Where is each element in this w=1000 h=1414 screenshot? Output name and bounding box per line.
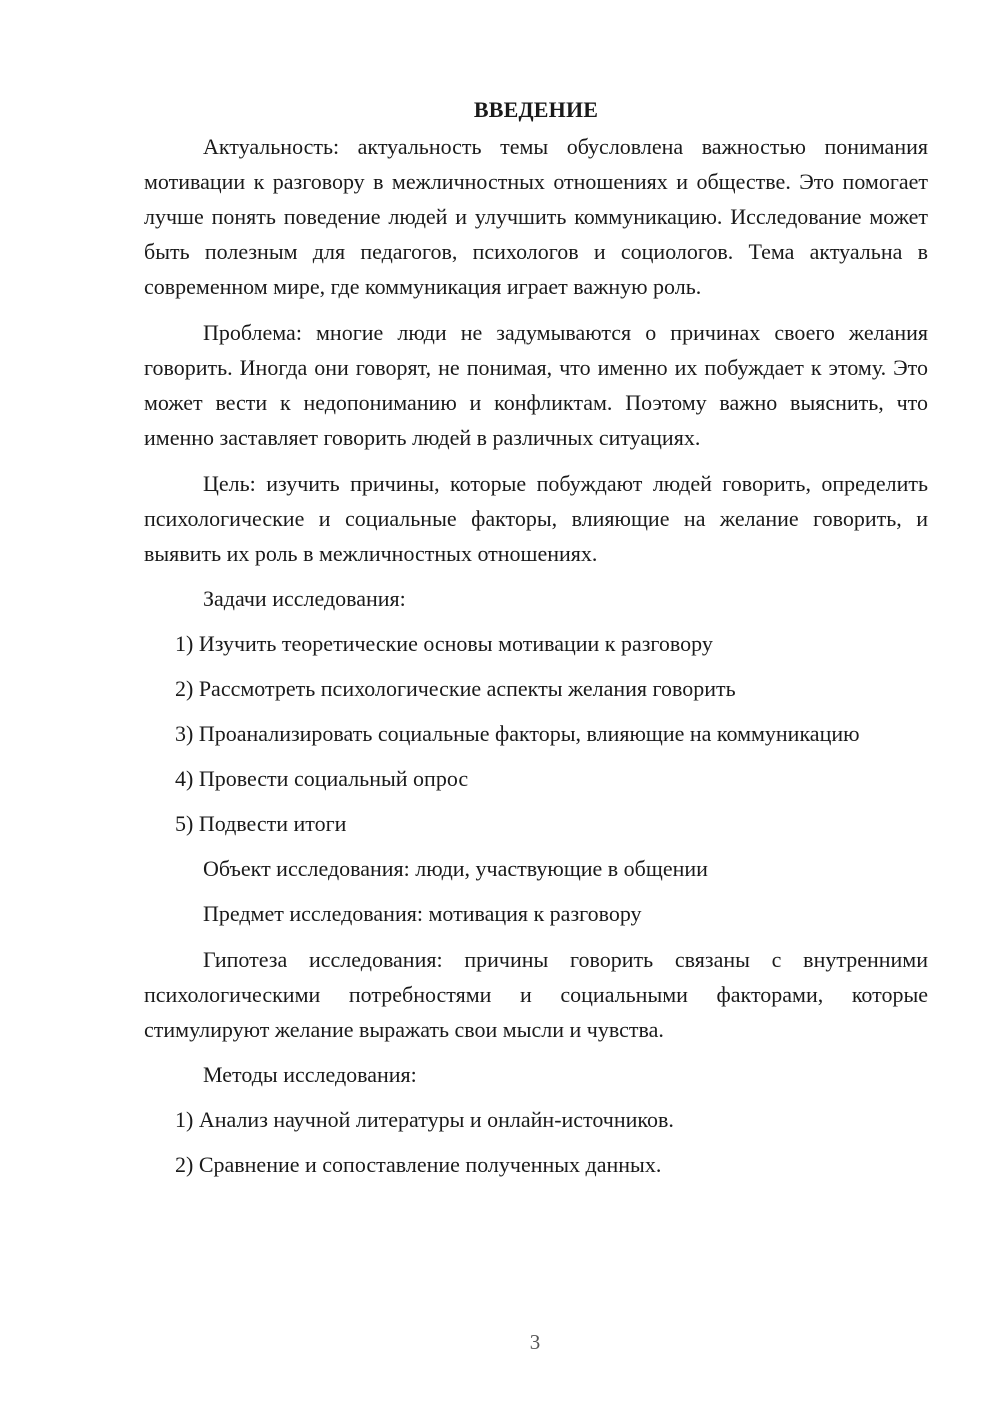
research-object: Объект исследования: люди, участвующие в общении (203, 856, 708, 881)
hypothesis-paragraph: Гипотеза исследования: причины говорить связаны с внутренними психологическими потребностями и социальными факторами, которые стимулируют желание выражать свои мысли и чувства. (144, 947, 928, 1042)
task-item-5: 5) Подвести итоги (175, 811, 347, 836)
task-item-2: 2) Рассмотреть психологические аспекты желания говорить (175, 676, 736, 701)
task-item-4: 4) Провести социальный опрос (175, 766, 469, 791)
goal-paragraph: Цель: изучить причины, которые побуждают людей говорить, определить психологические и социальные факторы, влияющие на желание говорить, и выявить их роль в межличностных отношениях. (144, 471, 928, 566)
tasks-heading: Задачи исследования: (203, 586, 406, 611)
problem-paragraph: Проблема: многие люди не задумываются о причинах своего желания говорить. Иногда они говорят, не понимая, что именно их побуждает к этому. Это может вести к недопониманию и конфликтам. Поэтому важно выяснить, что именно заставляет говорить людей в различных ситуациях. (144, 320, 928, 450)
method-item-2: 2) Сравнение и сопоставление полученных данных. (175, 1152, 662, 1177)
relevance-paragraph: Актуальность: актуальность темы обусловлена важностью понимания мотивации к разговору в межличностных отношениях и обществе. Это помогает лучше понять поведение людей и улучшить коммуникацию. Исследование может быть полезным для педагогов, психологов и социологов. Тема актуальна в современном мире, где коммуникация играет важную роль. (144, 134, 928, 299)
task-item-3: 3) Проанализировать социальные факторы, влияющие на коммуникацию (175, 721, 860, 746)
task-item-1: 1) Изучить теоретические основы мотивации к разговору (175, 631, 713, 656)
section-title: ВВЕДЕНИЕ (473, 97, 599, 122)
method-item-1: 1) Анализ научной литературы и онлайн-источников. (175, 1107, 674, 1132)
page-body (144, 92, 928, 1182)
methods-heading: Методы исследования: (203, 1062, 417, 1087)
research-subject: Предмет исследования: мотивация к разговору (203, 901, 642, 926)
page-number: 3 (529, 1330, 541, 1354)
